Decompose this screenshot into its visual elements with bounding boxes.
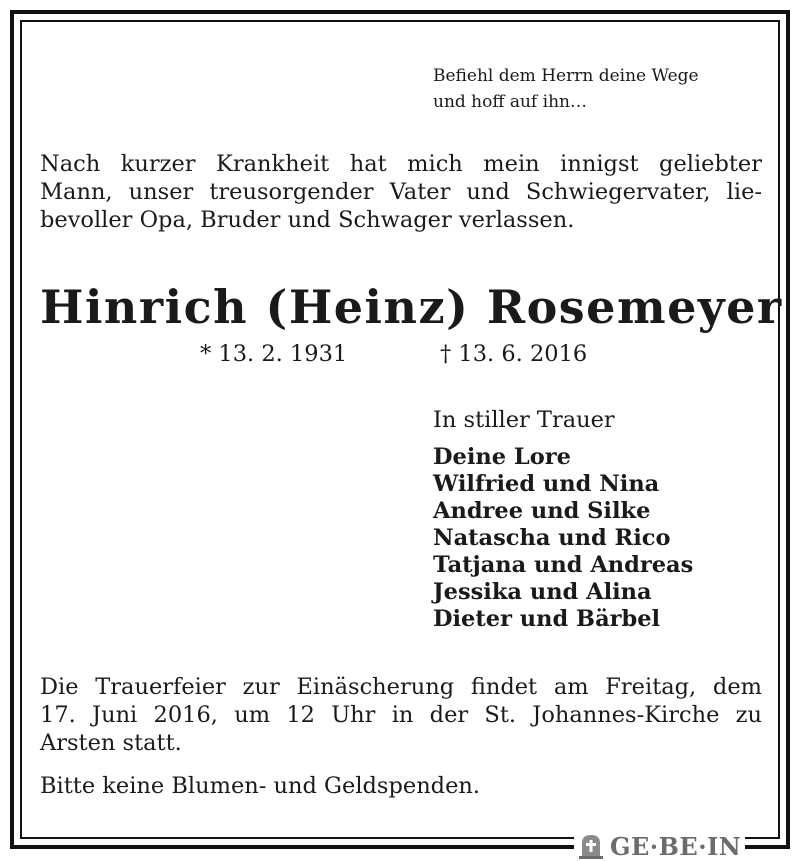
donation-note: Bitte keine Blumen- und Geldspenden. <box>40 773 481 799</box>
death-date: † 13. 6. 2016 <box>440 341 588 367</box>
funeral-info <box>40 673 762 757</box>
mourners-list <box>433 444 693 633</box>
deceased-name: Hinrich (Heinz) Rosemeyer <box>40 280 783 334</box>
funeral-line-1: Die Trauerfeier zur Einäscherung findet am Freitag, dem <box>40 674 762 700</box>
intro-line-1: Nach kurzer Krankheit hat mich mein innigst geliebter <box>40 151 762 177</box>
intro-line-3: bevoller Opa, Bruder und Schwager verlassen. <box>40 207 575 233</box>
mourner-name: Jessika und Alina <box>433 579 652 605</box>
intro-line-2: Mann, unser treusorgender Vater und Schwiegervater, lie- <box>40 179 762 205</box>
motto-line-1: Befiehl dem Herrn deine Wege <box>433 66 699 86</box>
tombstone-icon <box>578 833 604 859</box>
birth-date: * 13. 2. 1931 <box>200 341 348 367</box>
motto-verse <box>433 63 699 115</box>
mourner-name: Dieter und Bärbel <box>433 606 661 632</box>
mourner-name: Deine Lore <box>433 444 571 470</box>
funeral-line-2: 17. Juni 2016, um 12 Uhr in der St. Johannes-Kirche zu <box>40 702 762 728</box>
mourner-name: Natascha und Rico <box>433 525 671 551</box>
motto-line-2: und hoff auf ihn… <box>433 92 587 112</box>
mourner-name: Andree und Silke <box>433 498 651 524</box>
mourning-label: In stiller Trauer <box>433 407 615 433</box>
intro-text <box>40 150 762 234</box>
mourner-name: Wilfried und Nina <box>433 471 660 497</box>
funeral-line-3: Arsten statt. <box>40 730 182 756</box>
mourner-name: Tatjana und Andreas <box>433 552 694 578</box>
brand-text: GE·BE·IN <box>610 831 742 861</box>
brand-logo <box>574 831 745 861</box>
